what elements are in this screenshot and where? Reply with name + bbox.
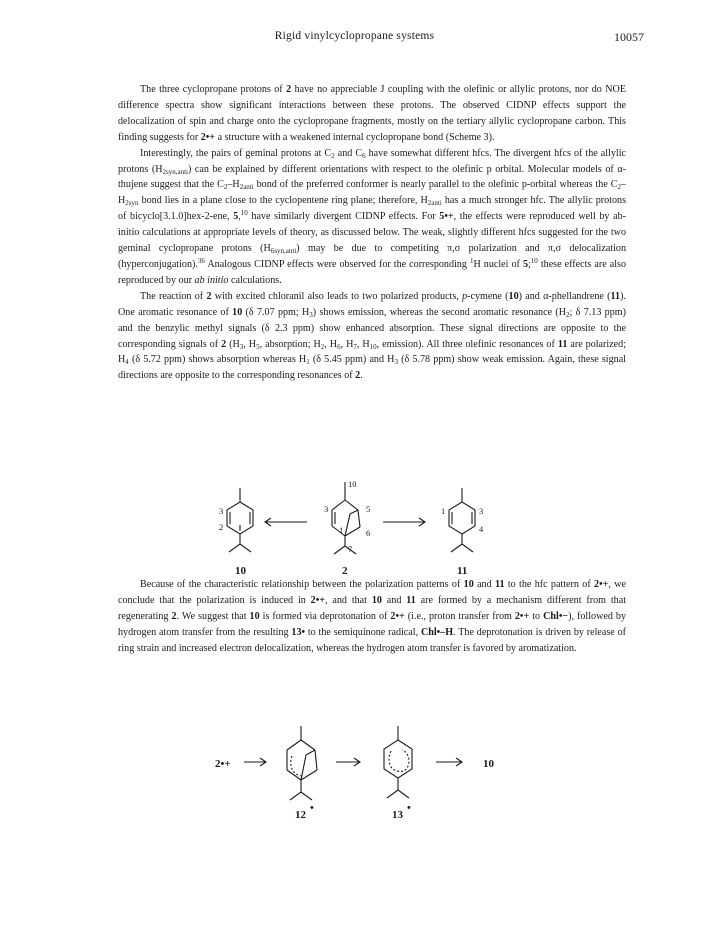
subscript: 2 [617, 183, 621, 192]
text-run: -cymene ( [467, 290, 509, 302]
text-run: to [529, 610, 544, 622]
text-run: have no appreciable J coupling with the olefinic or allylic protons, nor do NOE difference spectra show significant interactions between these protons. The observed CIDNP effects support the delocalization of spin and charge onto the cyclopropane fragments, mostly on the tertiary allylic cyclopropane carbon. This finding suggests for [118, 84, 626, 143]
text-run: are formed by a mechanism different from that regenerating [118, 594, 626, 622]
text-run: ; [527, 258, 531, 270]
text-run: , H [356, 338, 370, 350]
compound-ref: 5•+ [439, 211, 454, 223]
page-number: 10057 [614, 30, 644, 44]
text-run: and [381, 594, 407, 606]
position-label: 3 [324, 504, 329, 514]
body-text-bottom [118, 577, 626, 657]
text-run: and C [334, 147, 363, 159]
text-run: bond lies in a plane close to the cyclopentene ring plane; therefore, H [138, 195, 428, 207]
text-run: ) and α-phellandrene ( [518, 290, 611, 302]
compound-ref: 2 [171, 610, 177, 622]
compound-ref: 5 [522, 258, 528, 270]
text-run: ) may be due to competiting π,σ polarization and π,σ delocalization (hyperconjugation). [118, 243, 627, 270]
compound-ref: 13• [291, 626, 306, 638]
structure-alpha-thujene [332, 482, 360, 554]
text-run: (i.e., proton transfer from [404, 610, 515, 622]
subscript: 2anti [427, 199, 442, 208]
subscript: 6 [337, 342, 341, 351]
compound-ref: 2•+ [310, 594, 326, 606]
text-run: . We suggest that [176, 610, 250, 622]
text-run: , and that [325, 594, 372, 606]
structure-radical-12 [287, 726, 317, 800]
text-run: The three cyclopropane protons of [140, 84, 287, 95]
compound-ref: 11 [494, 579, 505, 590]
position-label: 5 [366, 504, 371, 514]
text-run: a structure with a weakened internal cyclopropane bond (Scheme 3). [215, 131, 495, 143]
text-run: (δ 5.45 ppm) and H [309, 354, 395, 366]
text-run: to the hfc pattern of [504, 579, 595, 590]
text-run: , we conclude that the polarization is induced in [118, 579, 626, 606]
text-run: with excited chloranil also leads to two polarized products, [211, 290, 463, 302]
text-run: , H [340, 338, 354, 350]
compound-label-10-final: 10 [483, 758, 494, 770]
text-run: The reaction of [140, 290, 207, 302]
superscript: 10 [240, 209, 248, 218]
compound-ref: 10 [508, 290, 519, 302]
compound-label-10: 10 [235, 565, 246, 577]
text-run: and [473, 579, 495, 590]
text-run: ) shows emission, whereas the second aromatic resonance (H [312, 306, 567, 318]
structure-alpha-phellandrene [449, 488, 475, 552]
text-run: these effects are also reproduced by our [118, 258, 626, 286]
compound-label-13: 13 [392, 809, 403, 821]
text-run: is formed via deprotonation of [259, 610, 391, 622]
text-run: H nuclei of [473, 258, 523, 270]
radical-cation-label: 2•+ [215, 758, 231, 770]
text-run: are polarized; H [118, 338, 627, 366]
radical-dot: • [407, 802, 411, 814]
text-run: p [462, 290, 468, 302]
compound-ref: 10 [249, 610, 260, 622]
position-label: 6 [366, 528, 371, 538]
superscript: 10 [530, 256, 538, 265]
text-run: –H [227, 179, 240, 191]
text-run: to the semiquinone radical, [305, 626, 421, 638]
text-run: . The deprotonation is driven by release of ring strain and increased electron delocalization, whereas the hydrogen atom transfer is favored by aromatization. [118, 626, 627, 654]
compound-label-12: 12 [295, 809, 306, 821]
position-label: 3 [219, 506, 224, 516]
compound-ref: 11 [557, 338, 568, 350]
subscript: 2syn [125, 199, 139, 208]
text-run: , emission). All three olefinic resonances of [376, 338, 558, 350]
text-run: has a much stronger hfc. The allylic protons of bicyclo[3.1.0]hex-2-ene, [118, 195, 626, 223]
text-run: ; δ 7.13 ppm) and the benzylic methyl signals (δ 2.3 ppm) show enhanced absorption. These signal directions are opposite to the corresponding signals of [118, 306, 626, 350]
subscript: 10 [369, 342, 377, 351]
text-run: bond of the preferred conformer is nearly parallel to the olefinic p-orbital whereas the C [253, 179, 618, 191]
position-label: 4 [479, 524, 484, 534]
subscript: 3 [394, 358, 398, 367]
text-run: ab initio [194, 274, 229, 286]
compound-ref: 2 [355, 370, 361, 382]
subscript: 2 [331, 151, 335, 160]
text-run: . [360, 370, 363, 382]
compound-ref: 2•+ [594, 579, 609, 590]
position-label: 2 [219, 522, 224, 532]
text-run: calculations. [228, 274, 282, 286]
subscript: 3 [239, 342, 244, 351]
subscript: 5 [256, 342, 260, 351]
subscript: 1 [306, 358, 310, 367]
subscript: 4 [125, 358, 129, 367]
subscript: 2 [223, 183, 228, 192]
text-run: , the effects were reproduced well by ab-initio calculations at appropriate levels of theory, as discussed below. The weak, slightly different hfcs suggested for the two geminal cyclopropane protons (H [118, 211, 626, 255]
compound-ref: 2 [221, 338, 227, 350]
position-label: 3 [479, 506, 484, 516]
subscript: 2syn,anti [162, 167, 188, 176]
subscript: 7 [353, 342, 357, 351]
compound-label-2: 2 [342, 565, 348, 577]
compound-ref: 2 [206, 290, 212, 302]
text-run: , [238, 211, 241, 223]
compound-ref: 5 [233, 211, 239, 223]
text-run: have somewhat different hfcs. The divergent hfcs of the allylic protons (H [118, 147, 626, 175]
subscript: 2 [566, 310, 570, 319]
subscript: 2 [320, 342, 325, 351]
text-run: ) can be explained by different orientations with respect to the olefinic p orbital. Molecular models of α-thujene suggest that the C [118, 163, 626, 191]
text-run: (δ 5.78 ppm) show weak emission. Again, these signal directions are opposite to the corresponding resonances of [118, 354, 626, 382]
compound-ref: 2•+ [390, 610, 405, 622]
subscript: 2anti [239, 183, 254, 192]
compound-ref: 2•+ [514, 610, 530, 622]
position-label: 10 [348, 479, 357, 489]
radical-dot: • [310, 802, 314, 814]
compound-ref: Chl•− [543, 610, 569, 622]
text-run: ). One aromatic resonance of [118, 290, 626, 318]
running-head: Rigid vinylcyclopropane systems [274, 30, 435, 42]
compound-ref: 10 [463, 579, 474, 590]
compound-ref: 11 [406, 594, 416, 606]
text-run: , H [324, 338, 338, 350]
compound-label-11: 11 [457, 565, 468, 577]
text-run: (δ 7.07 ppm; H [242, 306, 310, 318]
text-run: Analogous CIDNP effects were observed for the corresponding [204, 258, 470, 270]
text-run: (δ 5.72 ppm) shows absorption whereas H [128, 354, 307, 366]
compound-ref: 10 [371, 594, 382, 606]
text-run: –H [118, 179, 626, 207]
text-run: Because of the characteristic relationship between the polarization patterns of [140, 579, 464, 590]
text-run: , H [243, 338, 257, 350]
position-label: 1 [441, 506, 446, 516]
subscript: 3 [309, 310, 313, 319]
subscript: 6syn,anti [270, 247, 297, 256]
text-run: , absorption; H [259, 338, 321, 350]
compound-ref: Chl•–H [420, 626, 454, 638]
structure-p-cymene [227, 488, 253, 552]
compound-ref: 2 [286, 84, 292, 95]
text-run: Interestingly, the pairs of geminal protons at C [140, 147, 332, 159]
superscript: 1 [469, 256, 474, 265]
subscript: 6 [362, 151, 366, 160]
compound-ref: 11 [610, 290, 621, 302]
structure-radical-13 [384, 726, 412, 798]
text-run: ), followed by hydrogen atom transfer from the resulting [118, 610, 627, 638]
paragraph [118, 577, 626, 657]
compound-ref: 10 [232, 306, 243, 318]
position-label: 1 [339, 525, 344, 535]
position-label: 7 [348, 544, 353, 554]
compound-ref: 2•+ [200, 131, 216, 143]
text-run: have similarly divergent CIDNP effects. For [247, 211, 440, 223]
text-run: (H [226, 338, 240, 350]
superscript: 36 [197, 256, 205, 265]
